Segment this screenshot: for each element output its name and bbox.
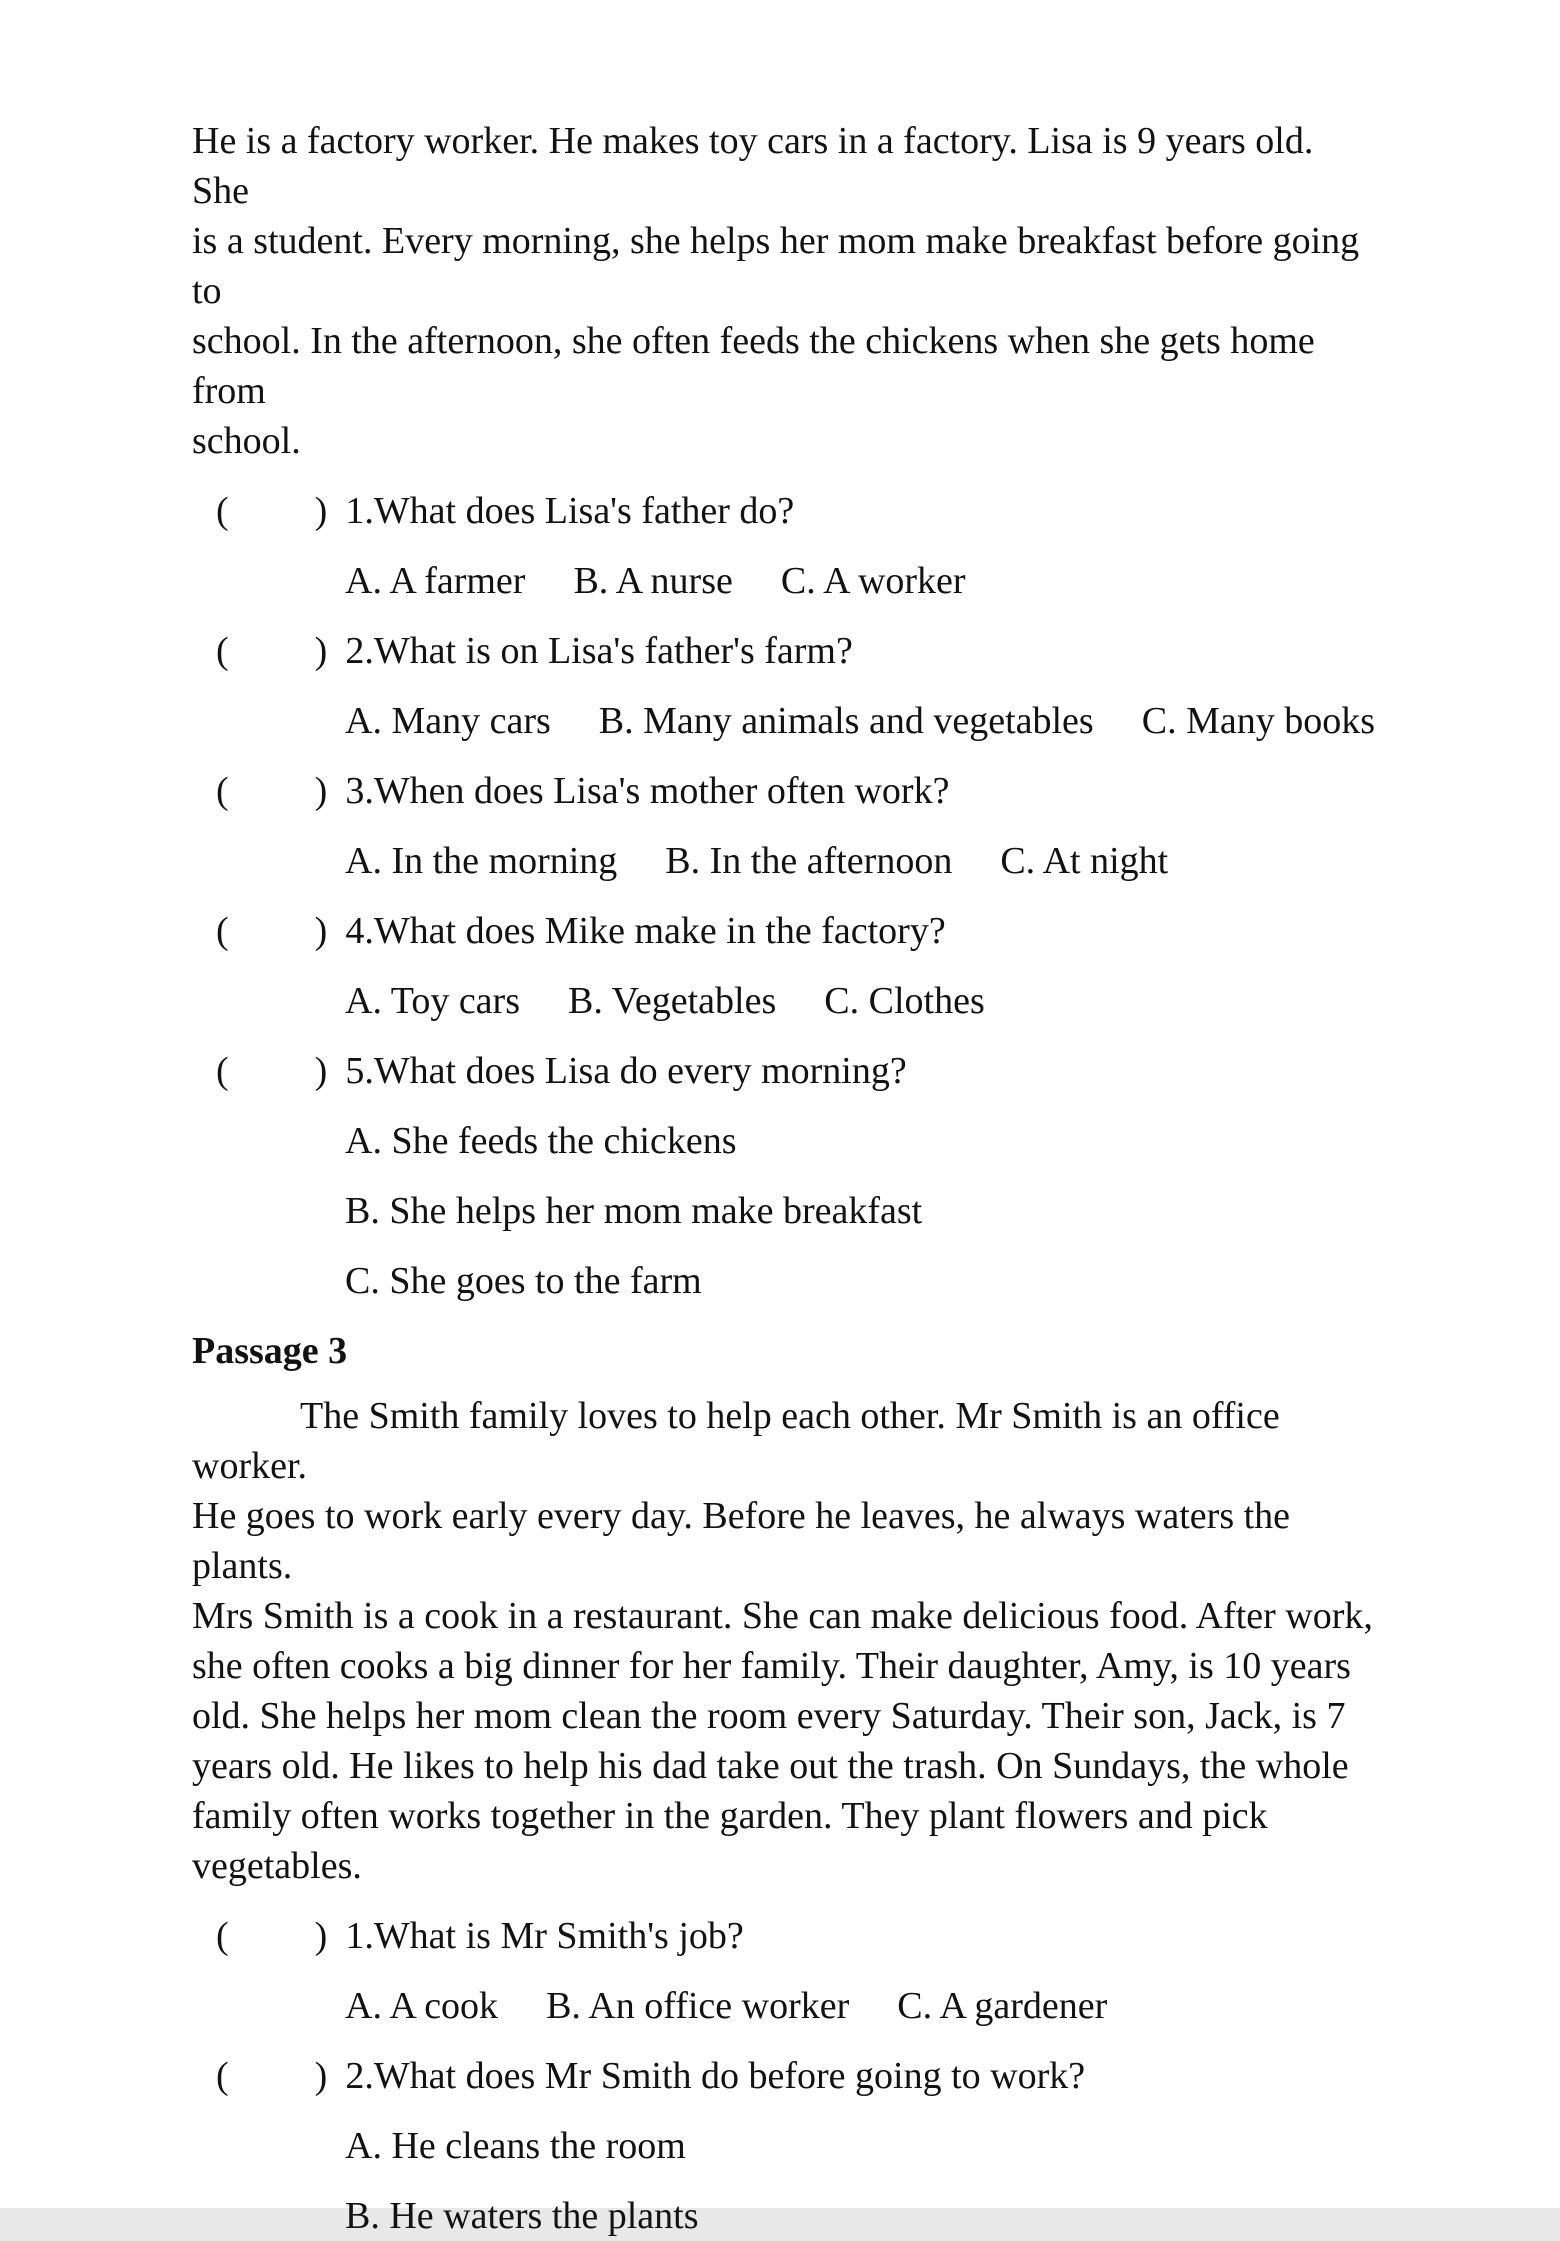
option-row-stacked [192, 1186, 1374, 1236]
option-row-stacked [192, 2121, 1374, 2171]
option-text: B. In the afternoon [665, 840, 953, 882]
option-text: B. Vegetables [568, 980, 777, 1022]
question-row [192, 486, 1374, 536]
paragraph-line: He goes to work early every day. Before he leaves, he always waters the plants. [192, 1495, 1291, 1587]
question-text: 3.When does Lisa's mother often work? [345, 770, 950, 812]
options-row [192, 556, 1374, 606]
question-row [192, 2051, 1374, 2101]
option-row-stacked [192, 1256, 1374, 1306]
option-text: A. A farmer [345, 560, 526, 602]
option-text: C. She goes to the farm [345, 1260, 702, 1302]
option-text: C. A worker [780, 560, 966, 602]
paragraph-line: school. In the afternoon, she often feeds the chickens when she gets home from [192, 320, 1315, 412]
open-paren: ( [216, 770, 229, 812]
option-text: A. She feeds the chickens [345, 1120, 737, 1162]
close-paren: ) [314, 630, 328, 672]
paragraph-line: The Smith family loves to help each other. Mr Smith is an office worker. [192, 1395, 1280, 1487]
option-text: A. A cook [345, 1985, 499, 2027]
open-paren: ( [216, 630, 229, 672]
close-paren: ) [314, 1915, 328, 1957]
option-text: A. In the morning [345, 840, 618, 882]
option-text: C. A gardener [897, 1985, 1108, 2027]
options-row [192, 1981, 1374, 2031]
options-row [192, 696, 1374, 746]
passage2-paragraph [192, 116, 1374, 466]
question-text: 2.What does Mr Smith do before going to work? [345, 2055, 1086, 2097]
open-paren: ( [216, 1050, 229, 1092]
paragraph-line: Mrs Smith is a cook in a restaurant. She can make delicious food. After work, [192, 1595, 1373, 1637]
option-text: C. Clothes [824, 980, 985, 1022]
option-text: A. Many cars [345, 700, 551, 742]
options-row [192, 976, 1374, 1026]
option-text: B. She helps her mom make breakfast [345, 1190, 923, 1232]
question-text: 2.What is on Lisa's father's farm? [345, 630, 853, 672]
question-row [192, 766, 1374, 816]
option-text: C. At night [1000, 840, 1169, 882]
paragraph-line: years old. He likes to help his dad take out the trash. On Sundays, the whole [192, 1745, 1349, 1787]
close-paren: ) [314, 2055, 328, 2097]
close-paren: ) [314, 770, 328, 812]
paragraph-line: old. She helps her mom clean the room every Saturday. Their son, Jack, is 7 [192, 1695, 1346, 1737]
open-paren: ( [216, 2055, 229, 2097]
open-paren: ( [216, 490, 229, 532]
option-text: B. Many animals and vegetables [598, 700, 1094, 742]
options-row [192, 836, 1374, 886]
option-text: B. An office worker [546, 1985, 850, 2027]
question-text: 4.What does Mike make in the factory? [345, 910, 946, 952]
paragraph-line: is a student. Every morning, she helps her mom make breakfast before going to [192, 220, 1360, 312]
question-text: 5.What does Lisa do every morning? [345, 1050, 907, 1092]
close-paren: ) [314, 490, 328, 532]
option-text: B. He waters the plants [345, 2195, 699, 2237]
question-row [192, 906, 1374, 956]
option-text: C. Many books [1141, 700, 1376, 742]
question-row [192, 1046, 1374, 1096]
option-row-stacked [192, 1116, 1374, 1166]
paragraph-line: school. [192, 420, 301, 462]
open-paren: ( [216, 1915, 229, 1957]
question-text: 1.What does Lisa's father do? [345, 490, 795, 532]
paragraph-line: family often works together in the garden. They plant flowers and pick [192, 1795, 1268, 1837]
option-text: A. Toy cars [345, 980, 520, 1022]
option-text: A. He cleans the room [345, 2125, 686, 2167]
paragraph-line: He is a factory worker. He makes toy cars in a factory. Lisa is 9 years old. She [192, 120, 1314, 212]
passage3-heading: Passage 3 [192, 1330, 348, 1372]
option-row-stacked [192, 2191, 1374, 2241]
close-paren: ) [314, 910, 328, 952]
option-text: B. A nurse [573, 560, 733, 602]
question-text: 1.What is Mr Smith's job? [345, 1915, 744, 1957]
paragraph-line: she often cooks a big dinner for her family. Their daughter, Amy, is 10 years [192, 1645, 1351, 1687]
close-paren: ) [314, 1050, 328, 1092]
passage3-paragraph [192, 1391, 1374, 1891]
open-paren: ( [216, 910, 229, 952]
question-row [192, 626, 1374, 676]
question-row [192, 1911, 1374, 1961]
paragraph-line: vegetables. [192, 1845, 362, 1887]
